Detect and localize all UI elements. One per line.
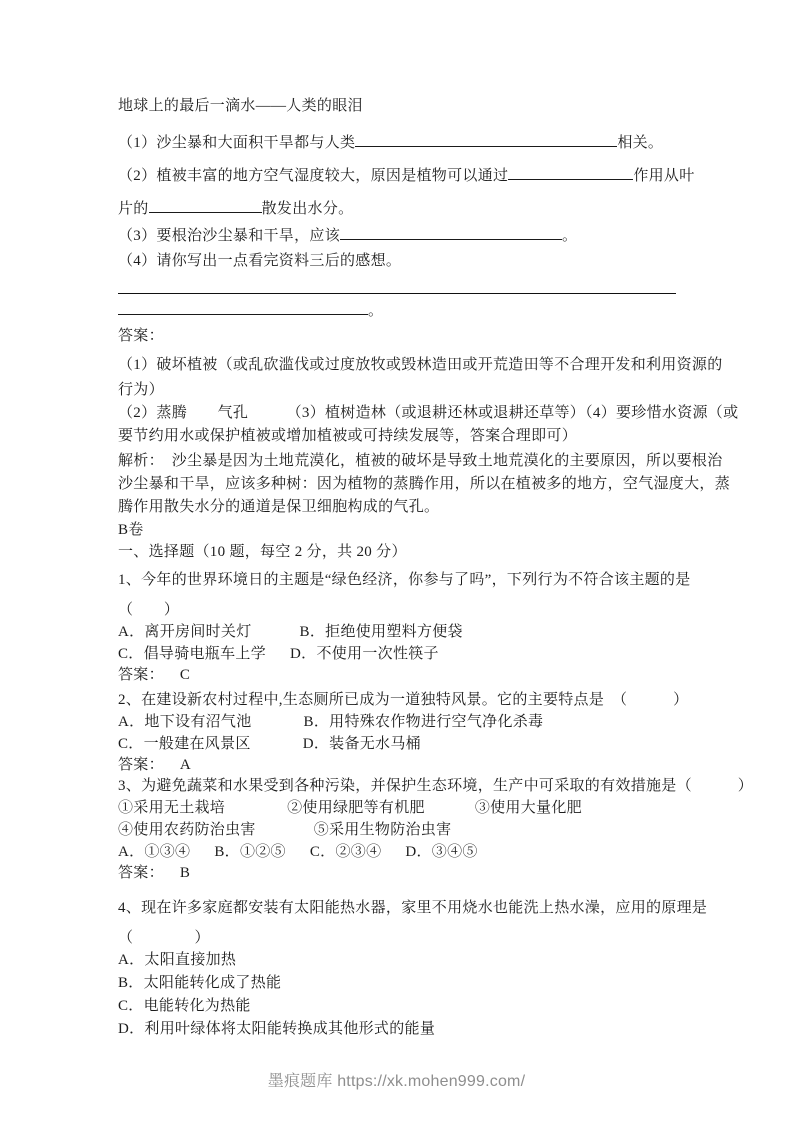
mc-question-1-options-row-1 [118,621,693,643]
writing-line-full [118,293,676,294]
fill-question-3-pre: （3）要根治沙尘暴和干旱，应该 [118,228,341,244]
mc-question-1-answer-label: 答案： [118,667,164,683]
mc-question-4-option-d: D．利用叶绿体将太阳能转换成其他形式的能量 [118,1021,436,1037]
mc-question-3-stem: 3、为避免蔬菜和水果受到各种污染，并保护生态环境，生产中可采取的有效措施是（ ） [118,778,754,794]
mc-question-3-items-row-2 [118,819,693,841]
section-b-title: B卷 [118,522,144,538]
mc-question-2-option-b: B．用特殊农作物进行空气净化杀毒 [303,714,544,730]
writing-line-short [118,298,368,315]
mc-question-2-option-d: D．装备无水马桶 [302,736,421,752]
mc-question-1-paren: （ ） [118,602,180,618]
essay-answer-line-2: 行为） [118,382,164,398]
mc-question-3 [118,775,754,883]
mc-question-4-option-c: C．电能转化为热能 [118,998,251,1014]
mc-question-4-option-b: B．太阳能转化成了热能 [118,975,282,991]
mc-question-1-option-a: A．离开房间时关灯 [118,624,252,640]
mc-question-4 [118,897,708,1041]
fill-question-2 [118,163,693,188]
mc-question-4-option-a: A．太阳直接加热 [118,952,237,968]
mc-question-3-choices-row [118,841,693,863]
mc-question-4-stem: 4、现在许多家庭都安装有太阳能热水器，家里不用烧水也能洗上热水澡，应用的原理是 [118,900,708,916]
mc-question-3-item-3: ③使用大量化肥 [474,800,582,816]
mc-question-1-option-b: B．拒绝使用塑料方便袋 [299,624,463,640]
mc-question-1-answer-row [118,665,693,685]
blank-line-2 [508,163,633,180]
essay-section [118,94,739,519]
mc-question-2-answer: A [179,757,192,773]
site-watermark-footer: 墨痕题库 https://xk.mohen999.com/ [267,1073,526,1090]
fill-question-2-post: 作用从叶 [633,168,695,184]
mc-question-3-item-5: ⑤采用生物防治虫害 [313,822,452,838]
essay-answer-line-3: （2）蒸腾 气孔 （3）植树造林（或退耕还林或退耕还草等）（4）要珍惜水资源（或 [118,405,739,421]
writing-line-punct: 。 [368,303,384,319]
mc-question-2-options-row-2 [118,733,693,755]
mc-question-1-option-c: C．倡导骑电瓶车上学 [118,646,267,662]
essay-analysis-line-1: 解析： 沙尘暴是因为土地荒漠化，植被的破坏是导致土地荒漠化的主要原因，所以要根治 [118,453,723,469]
mc-question-2-stem: 2、在建设新农村过程中,生态厕所已成为一道独特风景。它的主要特点是 （ ） [118,692,689,708]
fill-question-2-pre: （2）植被丰富的地方空气湿度较大，原因是植物可以通过 [118,168,509,184]
mc-question-2-option-a: A．地下设有沼气池 [118,714,252,730]
essay-answer-line-1: （1）破坏植被（或乱砍滥伐或过度放牧或毁林造田或开荒造田等不合理开发和利用资源的 [118,357,723,373]
essay-analysis-line-3: 腾作用散失水分的通道是保卫细胞构成的气孔。 [118,499,440,515]
fill-question-3 [118,223,693,248]
mc-question-3-answer-label: 答案： [118,865,164,881]
mc-question-3-choice-b: B．①②⑤ [214,844,286,860]
mc-question-3-answer: B [179,865,191,881]
mc-question-3-item-4: ④使用农药防治虫害 [118,822,256,838]
mc-question-1-option-d: D．不使用一次性筷子 [290,646,439,662]
mc-question-3-answer-row [118,863,693,883]
mc-question-2-option-c: C．一般建在风景区 [118,736,251,752]
blank-line-4 [340,223,562,240]
fill-question-3-post: 。 [562,228,578,244]
section-b-subtitle: 一、选择题（10 题，每空 2 分，共 20 分） [118,544,407,560]
fill-question-1-post: 相关。 [617,135,664,151]
fill-question-2b-post: 散发出水分。 [261,201,354,217]
fill-question-1-pre: （1）沙尘暴和大面积干旱都与人类 [118,135,356,151]
mc-question-3-choice-a: A．①③④ [118,844,191,860]
mc-question-2 [118,689,693,775]
mc-question-3-item-2: ②使用绿肥等有机肥 [287,800,425,816]
essay-answer-line-4: 要节约用水或保护植被或增加植被或可持续发展等，答案合理即可） [118,428,578,444]
fill-question-1 [118,130,693,155]
mc-question-2-answer-label: 答案： [118,757,164,773]
mc-question-3-choice-c: C．②③④ [309,844,382,860]
mc-question-1-stem: 1、今年的世界环境日的主题是“绿色经济，你参与了吗”，下列行为不符合该主题的是 [118,572,691,588]
mc-question-3-items-row-1 [118,797,693,819]
writing-line-short-row [118,298,693,323]
essay-analysis-line-2: 沙尘暴和干旱，应该多种树：因为植物的蒸腾作用，所以在植被多的地方，空气湿度大，蒸 [118,476,731,492]
mc-question-1-options-row-2 [118,643,693,665]
fill-question-2-continued [118,196,693,221]
blank-line-1 [355,130,617,147]
essay-answer-label: 答案： [118,328,164,344]
mc-question-1 [118,569,693,685]
essay-title: 地球上的最后一滴水——人类的眼泪 [118,98,363,114]
mc-question-2-answer-row [118,755,693,775]
mc-question-1-answer: C [179,667,191,683]
fill-question-2b-pre: 片的 [118,201,149,217]
fill-question-4: （4）请你写出一点看完资料三后的感想。 [118,253,402,269]
mc-question-2-options-row-1 [118,711,693,733]
mc-question-3-choice-d: D．③④⑤ [405,844,478,860]
mc-question-3-item-1: ①采用无土栽培 [118,800,226,816]
blank-line-3 [149,196,262,213]
mc-question-4-paren: （ ） [118,930,210,946]
section-b [118,519,754,1041]
